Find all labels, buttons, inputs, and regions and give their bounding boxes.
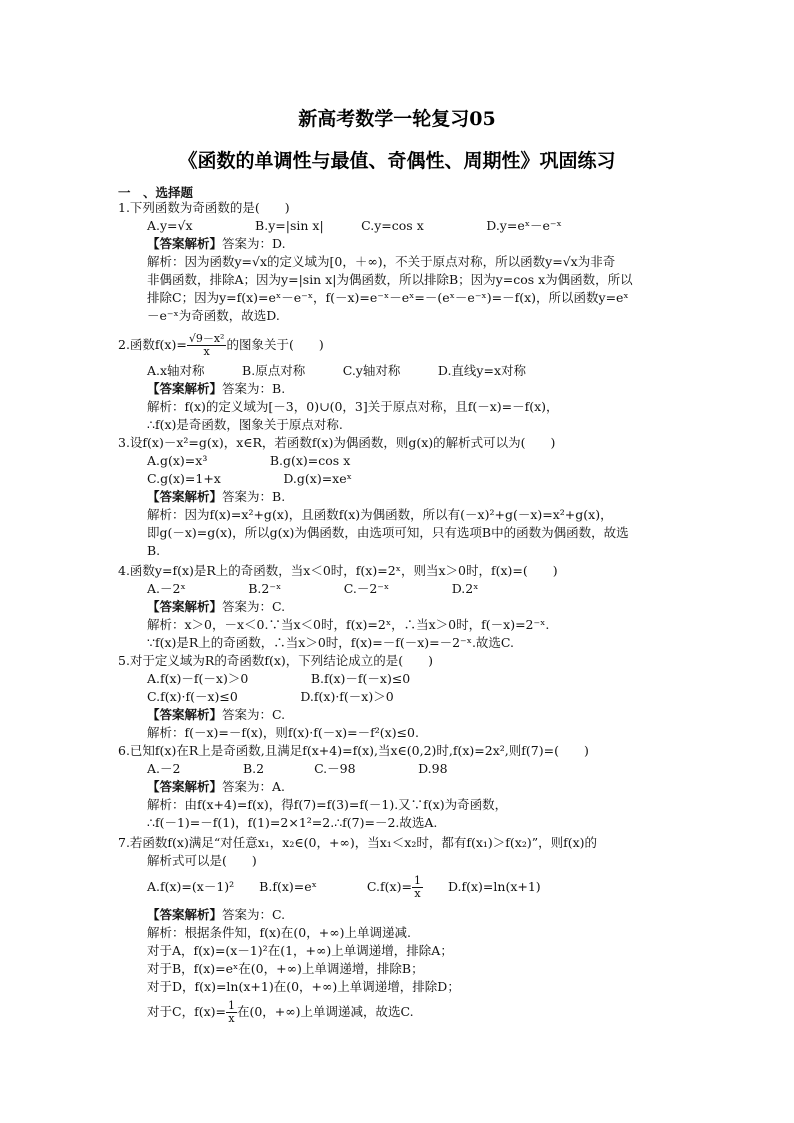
answer-tag: 【答案解析】 <box>147 489 223 504</box>
answer-text: 答案为：C. <box>222 707 286 722</box>
fraction-numerator: 1 <box>413 874 421 887</box>
answer-text: 答案为：D. <box>222 236 286 251</box>
answer-text: 答案为：C. <box>222 907 286 922</box>
answer-tag: 【答案解析】 <box>147 236 223 251</box>
question-7-answer <box>147 906 285 923</box>
explanation-line <box>147 1000 414 1025</box>
question-6: 6.已知f(x)在R上是奇函数,且满足f(x+4)=f(x),当x∈(0,2)时,f(x)=2x²,则f(7)=( ) <box>118 743 589 758</box>
question-5: 5.对于定义域为R的奇函数f(x)，下列结论成立的是( ) <box>118 653 434 668</box>
document-title: 新高考数学一轮复习05 <box>298 108 496 130</box>
question-5-options: A.f(x)－f(－x)＞0 B.f(x)－f(－x)≤0 <box>147 671 411 686</box>
explanation-line: 即g(－x)=g(x)，所以g(x)为偶函数，由选项可知，只有选项B中的函数为偶函数，故选 <box>147 525 629 540</box>
explanation-line: 对于A，f(x)=(x－1)²在(1，+∞)上单调递增，排除A； <box>147 943 453 958</box>
explanation-line: 解析：f(x)的定义域为[－3，0)∪(0，3]关于原点对称，且f(－x)=－f(x)， <box>147 399 559 414</box>
fraction <box>412 875 423 900</box>
question-2-stem: 2.函数f(x)= <box>118 337 187 352</box>
question-7: 7.若函数f(x)满足“对任意x₁，x₂∈(0，+∞)，当x₁＜x₂时，都有f(x₁)＞f(x₂)”，则f(x)的 <box>118 835 598 850</box>
explanation-line: ∵f(x)是R上的奇函数，∴当x＞0时，f(x)=－f(－x)=－2⁻ˣ.故选C. <box>147 635 515 650</box>
explanation-part-a: 对于C，f(x)= <box>147 1004 226 1019</box>
explanation-line: 对于D，f(x)=ln(x+1)在(0，+∞)上单调递增，排除D； <box>147 979 460 994</box>
options-part-a: A.f(x)=(x－1)² B.f(x)=eˣ C.f(x)= <box>147 879 412 894</box>
question-2-options: A.x轴对称 B.原点对称 C.y轴对称 D.直线y=x对称 <box>147 363 526 378</box>
fraction-denominator: x <box>203 345 210 358</box>
explanation-line: 解析：f(－x)=－f(x)，则f(x)·f(－x)=－f²(x)≤0. <box>147 725 419 740</box>
question-3-options: C.g(x)=1+x D.g(x)=xeˣ <box>147 471 352 486</box>
answer-tag: 【答案解析】 <box>147 779 223 794</box>
explanation-line: 解析：因为函数y=√x的定义域为[0，＋∞)，不关于原点对称，所以函数y=√x为非奇 <box>147 254 616 269</box>
explanation-line: 解析：x＞0，－x＜0.∵当x＜0时，f(x)=2ˣ，∴当x＞0时，f(－x)=2⁻ˣ. <box>147 617 550 632</box>
answer-text: 答案为：B. <box>222 381 286 396</box>
options-part-b: D.f(x)=ln(x+1) <box>422 879 541 894</box>
question-5-options: C.f(x)·f(－x)≤0 D.f(x)·f(－x)＞0 <box>147 689 394 704</box>
explanation-line: 解析：因为f(x)=x²+g(x)，且函数f(x)为偶函数，所以有(－x)²+g(－x)=x²+g(x)， <box>147 507 613 522</box>
explanation-part-b: 在(0，+∞)上单调递减，故选C. <box>236 1004 414 1019</box>
section-heading: 一 、选择题 <box>118 185 194 200</box>
answer-text: 答案为：C. <box>222 599 286 614</box>
answer-tag: 【答案解析】 <box>147 707 223 722</box>
question-1-options: A.y=√x B.y=|sin x| C.y=cos x D.y=eˣ－e⁻ˣ <box>147 218 562 233</box>
question-7-options <box>147 875 541 900</box>
explanation-line: －e⁻ˣ为奇函数，故选D. <box>147 308 280 323</box>
explanation-line: 排除C；因为y=f(x)=eˣ－e⁻ˣ，f(－x)=e⁻ˣ－eˣ=－(eˣ－e⁻ˣ)=－f(x)，所以函数y=eˣ <box>147 290 629 305</box>
question-4-options: A.－2ˣ B.2⁻ˣ C.－2⁻ˣ D.2ˣ <box>147 581 479 596</box>
explanation-line: 非偶函数，排除A；因为y=|sin x|为偶函数，所以排除B；因为y=cos x为偶函数，所以 <box>147 272 633 287</box>
fraction-numerator: √9－x² <box>188 332 225 345</box>
fraction-denominator: x <box>228 1012 235 1025</box>
question-4: 4.函数y=f(x)是R上的奇函数，当x＜0时，f(x)=2ˣ，则当x＞0时，f(x)=( ) <box>118 563 558 578</box>
answer-tag: 【答案解析】 <box>147 907 223 922</box>
question-6-answer <box>147 778 285 795</box>
explanation-line: ∴f(x)是奇函数，图象关于原点对称. <box>147 417 343 432</box>
question-1-answer <box>147 235 286 252</box>
answer-text: 答案为：B. <box>222 489 286 504</box>
answer-tag: 【答案解析】 <box>147 599 223 614</box>
question-2-tail: 的图象关于( ) <box>226 337 324 352</box>
explanation-line: B. <box>147 543 161 558</box>
explanation-line: 对于B，f(x)=eˣ在(0，+∞)上单调递增，排除B； <box>147 961 424 976</box>
document-subtitle: 《函数的单调性与最值、奇偶性、周期性》巩固练习 <box>178 150 616 172</box>
question-6-options: A.－2 B.2 C.－98 D.98 <box>147 761 448 776</box>
question-4-answer <box>147 598 285 615</box>
question-7-cont: 解析式可以是( ) <box>147 853 257 868</box>
explanation-line: 解析：根据条件知，f(x)在(0，+∞)上单调递减. <box>147 925 411 940</box>
fraction-numerator: 1 <box>227 999 235 1012</box>
answer-tag: 【答案解析】 <box>147 381 223 396</box>
fraction <box>187 333 227 358</box>
question-2 <box>118 333 324 358</box>
explanation-line: 解析：由f(x+4)=f(x)，得f(7)=f(3)=f(－1).又∵f(x)为奇函数， <box>147 797 508 812</box>
question-2-answer <box>147 380 285 397</box>
question-3: 3.设f(x)－x²=g(x)，x∈R，若函数f(x)为偶函数，则g(x)的解析式可以为( ) <box>118 435 556 450</box>
fraction-denominator: x <box>414 887 421 900</box>
question-1: 1.下列函数为奇函数的是( ) <box>118 200 290 215</box>
fraction <box>226 1000 237 1025</box>
question-3-options: A.g(x)=x³ B.g(x)=cos x <box>147 453 351 468</box>
answer-text: 答案为：A. <box>222 779 286 794</box>
question-5-answer <box>147 706 285 723</box>
explanation-line: ∴f(－1)=－f(1)，f(1)=2×1²=2.∴f(7)=－2.故选A. <box>147 815 438 830</box>
question-3-answer <box>147 488 285 505</box>
